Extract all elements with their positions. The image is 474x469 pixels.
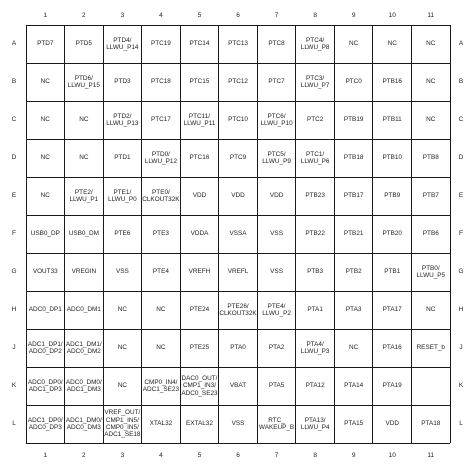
pin-cell-J6: PTA0 — [230, 344, 246, 352]
row-label-left-C: C — [11, 116, 17, 123]
pin-cell-C9: PTB19 — [343, 116, 364, 124]
pin-cell-F1: USB0_DP — [30, 230, 60, 238]
pin-cell-J9: NC — [349, 344, 359, 352]
row-label-right-E: E — [458, 192, 464, 199]
pin-cell-B10: PTB16 — [382, 78, 402, 86]
pin-cell-E11: PTB7 — [422, 192, 439, 200]
pin-cell-C10: PTB11 — [382, 116, 402, 124]
pin-cell-L10: VDD — [385, 420, 399, 428]
row-label-right-H: H — [458, 306, 464, 313]
pin-cell-G10: PTB1 — [384, 268, 401, 276]
pin-cell-C5: PTC11/ LLWU_P11 — [183, 112, 216, 127]
pin-cell-E9: PTB17 — [343, 192, 364, 200]
pin-cell-G1: VOUT33 — [32, 268, 58, 276]
row-label-left-F: F — [12, 230, 16, 237]
pin-cell-A4: PTC19 — [150, 40, 171, 48]
pin-cell-G2: VREGIN — [71, 268, 97, 276]
row-label-right-D: D — [458, 154, 464, 161]
pin-cell-B2: PTD6/ LLWU_P15 — [67, 74, 100, 89]
column-label-top-7: 7 — [274, 12, 279, 19]
pin-cell-C3: PTD2/ LLWU_P13 — [106, 112, 139, 127]
pin-cell-D2: NC — [79, 154, 89, 162]
pin-cell-J10: PTA16 — [382, 344, 402, 352]
pin-cell-A10: NC — [387, 40, 397, 48]
pin-cell-E3: PTE1/ LLWU_P0 — [108, 188, 137, 203]
pin-cell-G4: PTE4 — [152, 268, 169, 276]
column-label-top-1: 1 — [43, 12, 48, 19]
pin-cell-C11: NC — [426, 116, 436, 124]
pin-cell-J2: ADC1_DM1/ ADC0_DM2 — [65, 340, 102, 355]
pin-cell-E1: NC — [40, 192, 50, 200]
column-label-top-2: 2 — [82, 12, 86, 19]
column-label-top-9: 9 — [351, 12, 356, 19]
column-label-bottom-1: 1 — [43, 452, 48, 459]
pin-cell-J5: PTE25 — [189, 344, 210, 352]
row-label-left-J: J — [12, 344, 16, 351]
row-label-right-F: F — [459, 230, 463, 237]
pin-cell-G9: PTB2 — [345, 268, 362, 276]
pin-cell-G11: PTB0/ LLWU_P5 — [416, 264, 446, 279]
pin-cell-A2: PTD5 — [75, 40, 92, 48]
row-label-left-L: L — [12, 420, 16, 427]
pin-cell-L8: PTA13/ LLWU_P4 — [300, 416, 330, 431]
pin-cell-B4: PTC18 — [150, 78, 171, 86]
pin-cell-G5: VREFH — [188, 268, 211, 276]
column-label-bottom-8: 8 — [313, 452, 317, 459]
pin-cell-A7: PTC8 — [268, 40, 285, 48]
pin-cell-L1: ADC1_DP0/ ADC0_DP3 — [27, 416, 63, 431]
row-label-right-C: C — [458, 116, 464, 123]
pin-cell-B9: PTC0 — [345, 78, 362, 86]
pin-cell-D9: PTB18 — [343, 154, 364, 162]
pin-cell-F11: PTB6 — [422, 230, 439, 238]
pin-cell-J4: NC — [156, 344, 166, 352]
row-label-left-E: E — [11, 192, 17, 199]
pin-cell-E7: VDD — [269, 192, 284, 200]
pin-cell-F7: VSS — [270, 230, 283, 238]
column-label-bottom-7: 7 — [274, 452, 279, 459]
pin-cell-F4: PTE3 — [152, 230, 169, 238]
pin-cell-E8: PTB23 — [305, 192, 325, 200]
row-label-left-B: B — [11, 78, 17, 85]
pin-cell-J11: RESET_b — [416, 344, 445, 352]
pin-cell-D1: NC — [40, 154, 50, 162]
pin-cell-L7: RTC_ WAKEUP_B — [258, 416, 295, 431]
pin-cell-A3: PTD4/ LLWU_P14 — [106, 36, 139, 51]
column-label-bottom-2: 2 — [82, 452, 86, 459]
row-label-left-A: A — [11, 40, 17, 47]
pin-cell-L4: XTAL32 — [149, 420, 173, 428]
column-label-bottom-9: 9 — [351, 452, 356, 459]
pin-cell-B1: NC — [40, 78, 50, 86]
pin-cell-G8: PTB3 — [307, 268, 324, 276]
pin-cell-F5: VDDA — [190, 230, 209, 238]
pin-cell-J8: PTA4/ LLWU_P3 — [300, 340, 330, 355]
pin-cell-E5: VDD — [192, 192, 207, 200]
pin-cell-B5: PTC15 — [189, 78, 210, 86]
pin-cell-H6: PTE26/ CLKOUT32K — [219, 302, 257, 317]
column-label-bottom-4: 4 — [159, 452, 163, 459]
pin-cell-B6: PTC12 — [228, 78, 248, 86]
row-label-right-B: B — [458, 78, 464, 85]
pin-cell-L11: PTA18 — [421, 420, 441, 428]
pin-cell-D11: PTB8 — [422, 154, 439, 162]
row-label-right-G: G — [458, 268, 464, 275]
pin-cell-D8: PTC1/ LLWU_P6 — [300, 150, 330, 165]
pin-cell-C2: NC — [79, 116, 89, 124]
pin-cell-C7: PTC6/ LLWU_P10 — [260, 112, 293, 127]
pin-cell-H11: NC — [426, 306, 436, 314]
pin-cell-C1: NC — [40, 116, 50, 124]
pin-grid — [26, 25, 450, 443]
pin-cell-H8: PTA1 — [307, 306, 323, 314]
pin-cell-B3: PTD3 — [114, 78, 131, 86]
pin-cell-H10: PTA17 — [382, 306, 402, 314]
row-label-right-J: J — [459, 344, 463, 351]
pin-cell-L9: PTA15 — [344, 420, 364, 428]
pin-cell-A1: PTD7 — [37, 40, 54, 48]
row-label-right-A: A — [458, 40, 464, 47]
pin-cell-G3: VSS — [115, 268, 129, 276]
pin-cell-E10: PTB9 — [384, 192, 401, 200]
pin-cell-H3: NC — [117, 306, 127, 314]
pin-cell-H5: PTE24 — [189, 306, 210, 314]
pin-cell-A6: PTC13 — [228, 40, 248, 48]
pin-cell-K2: ADC0_DM0/ ADC1_DM3 — [65, 378, 102, 393]
pin-cell-D4: PTD0/ LLWU_P12 — [144, 150, 178, 165]
pin-cell-K5: DAC0_OUT/ CMP1_IN3/ ADC0_SE23 — [181, 374, 218, 397]
column-label-top-8: 8 — [313, 12, 317, 19]
pin-cell-J7: PTA2 — [268, 344, 285, 352]
pin-cell-K1: ADC0_DP0/ ADC1_DP3 — [27, 378, 63, 393]
pin-cell-D5: PTC16 — [189, 154, 210, 162]
pin-cell-E6: VDD — [231, 192, 245, 200]
pin-cell-B7: PTC7 — [268, 78, 285, 86]
pin-cell-L5: EXTAL32 — [186, 420, 213, 428]
pin-cell-B8: PTC3/ LLWU_P7 — [300, 74, 330, 89]
column-label-bottom-10: 10 — [388, 452, 396, 459]
column-label-top-4: 4 — [159, 12, 163, 19]
pin-cell-E2: PTE2/ LLWU_P1 — [69, 188, 99, 203]
pin-cell-K10: PTA19 — [382, 382, 402, 390]
pin-cell-D3: PTD1 — [114, 154, 131, 162]
pin-cell-B11: NC — [426, 78, 436, 86]
column-label-bottom-3: 3 — [120, 452, 125, 459]
pin-cell-L3: VREF_OUT/ CMP1_IN5/ CMP0_IN5/ ADC1_SE18 — [104, 409, 141, 439]
pin-cell-G7: VSS — [270, 268, 283, 276]
row-label-left-H: H — [11, 306, 17, 313]
pin-cell-K11 — [412, 367, 451, 405]
row-label-left-D: D — [11, 154, 17, 161]
pin-cell-F3: PTE6 — [114, 230, 131, 238]
pin-cell-D6: PTC9 — [229, 154, 247, 162]
pin-cell-A11: NC — [426, 40, 436, 48]
column-label-top-5: 5 — [197, 12, 202, 19]
pin-cell-A9: NC — [349, 40, 359, 48]
pin-cell-D10: PTB10 — [382, 154, 402, 162]
pin-cell-H4: NC — [156, 306, 166, 314]
pin-cell-H7: PTE4/ LLWU_P2 — [262, 302, 291, 317]
column-label-top-10: 10 — [388, 12, 396, 19]
pin-cell-E4: PTE0/ CLKOUT32K — [142, 188, 180, 203]
row-label-right-K: K — [458, 382, 464, 389]
pin-cell-D7: PTC5/ LLWU_P9 — [262, 150, 291, 165]
pin-cell-J3: NC — [117, 344, 127, 352]
column-label-top-11: 11 — [427, 12, 435, 19]
pin-cell-F6: VSSA — [229, 230, 247, 238]
pin-cell-G6: VREFL — [227, 268, 249, 276]
pin-cell-F2: USB0_DM — [68, 230, 99, 238]
pin-cell-J1: ADC1_DP1/ ADC0_DP2 — [27, 340, 63, 355]
pin-cell-L6: VSS — [231, 420, 245, 428]
column-label-top-3: 3 — [120, 12, 125, 19]
pin-cell-F8: PTB22 — [305, 230, 325, 238]
pin-cell-K7: PTA5 — [268, 382, 285, 390]
pin-cell-K3: NC — [117, 382, 127, 390]
column-label-bottom-11: 11 — [427, 452, 435, 459]
column-label-bottom-6: 6 — [236, 452, 240, 459]
pin-cell-H2: ADC0_DM1 — [66, 306, 101, 314]
pin-cell-K8: PTA12 — [305, 382, 325, 390]
row-label-right-L: L — [459, 420, 463, 427]
pin-cell-K9: PTA14 — [344, 382, 364, 390]
column-label-bottom-5: 5 — [197, 452, 202, 459]
column-label-top-6: 6 — [236, 12, 240, 19]
pin-cell-A5: PTC14 — [189, 40, 210, 48]
pin-cell-C6: PTC10 — [228, 116, 248, 124]
pin-cell-K4: CMP0_IN4/ ADC1_SE23 — [142, 378, 180, 393]
row-label-left-K: K — [11, 382, 17, 389]
pin-cell-A8: PTC4/ LLWU_P8 — [300, 36, 330, 51]
row-label-left-G: G — [11, 268, 17, 275]
pin-cell-H9: PTA3 — [345, 306, 362, 314]
pin-cell-L2: ADC1_DM0/ ADC0_DM3 — [65, 416, 102, 431]
pin-cell-F10: PTB20 — [382, 230, 402, 238]
pin-cell-C8: PTC2 — [306, 116, 324, 124]
pin-cell-H1: ADC0_DP1 — [28, 306, 62, 314]
pin-cell-F9: PTB21 — [343, 230, 364, 238]
pin-cell-K6: VBAT — [229, 382, 247, 390]
pin-cell-C4: PTC17 — [150, 116, 171, 124]
